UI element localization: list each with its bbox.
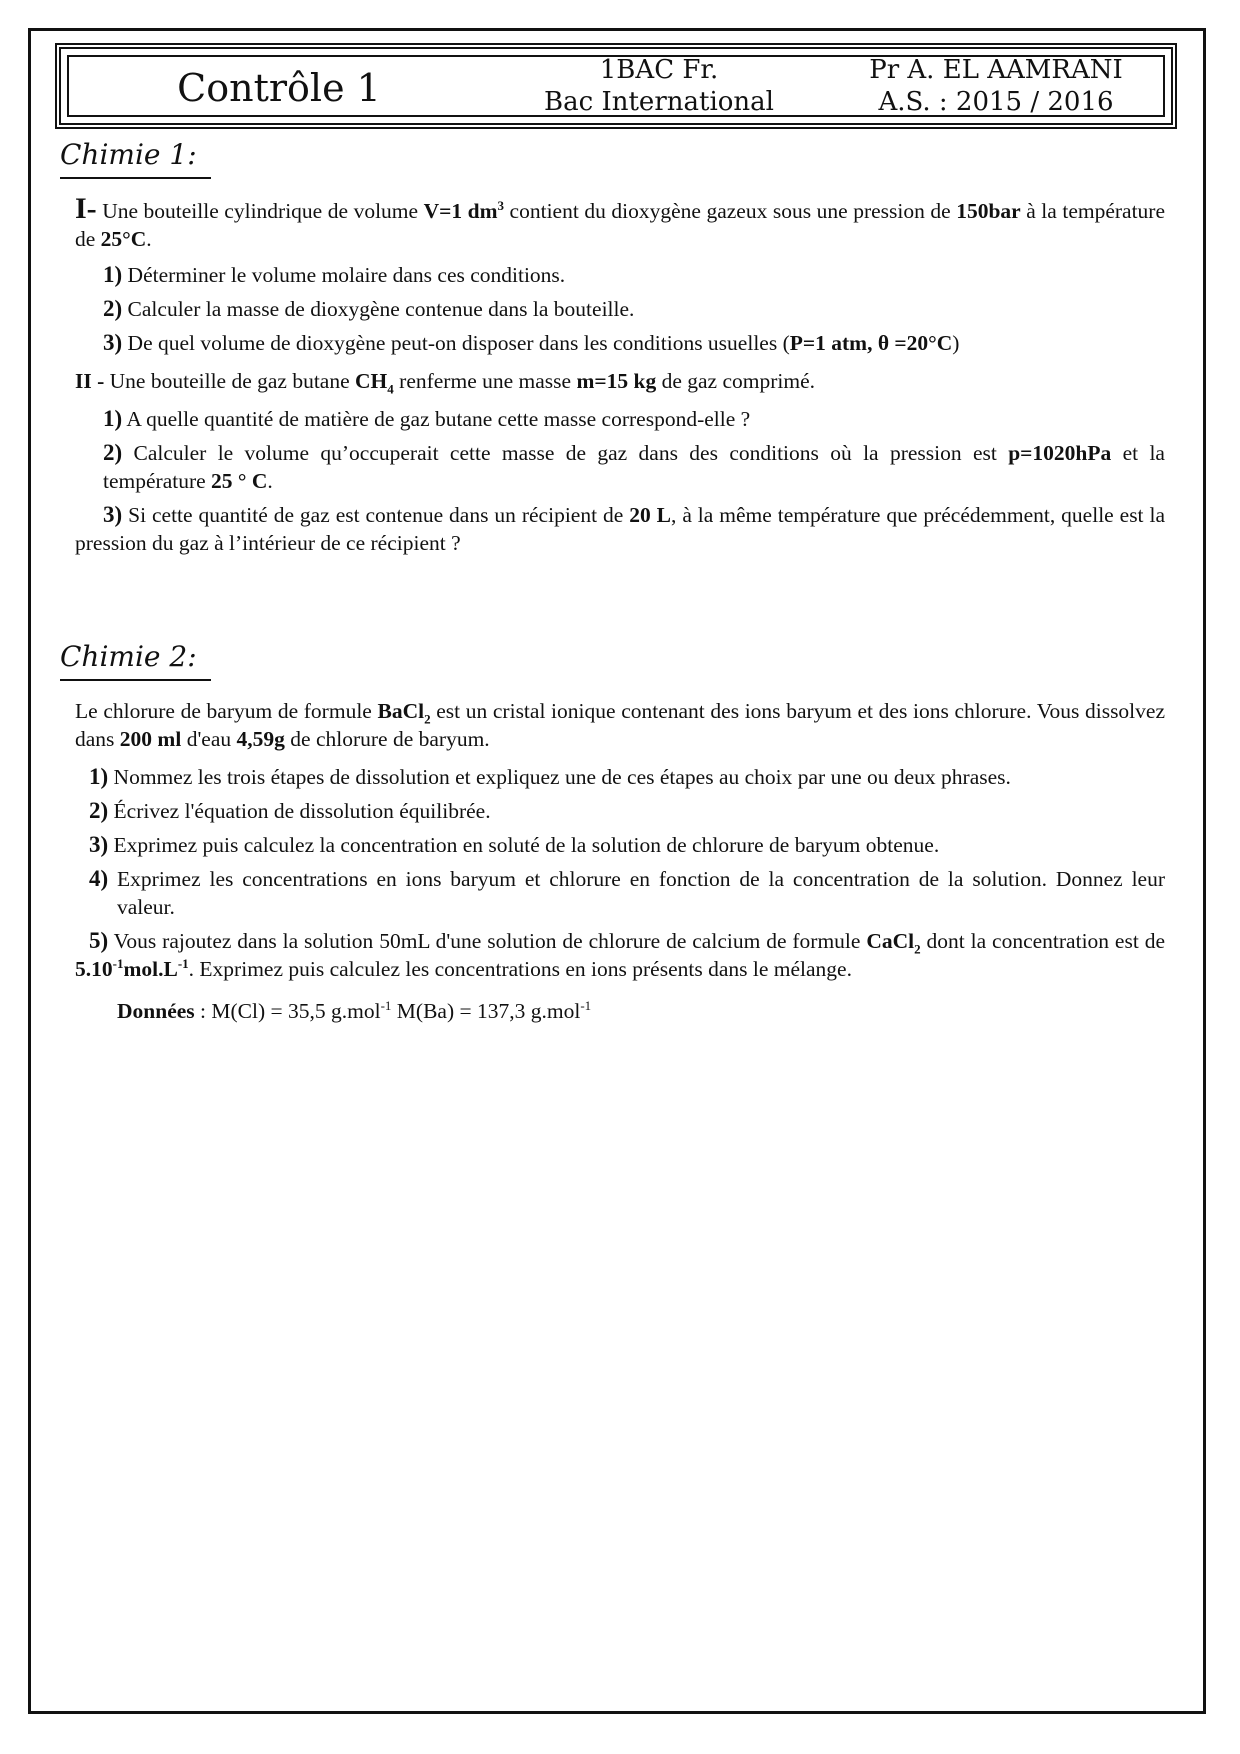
class-level: 1BAC Fr. — [599, 55, 719, 85]
chimie-2-statement: Le chlorure de baryum de formule BaCl$_2$ est un cristal ionique contenant des ions baryum et des ions chlorure. Vous dissolvez dans 200 ml d'eau 4,59g de chlorure de baryum. — [75, 699, 1165, 751]
section-title-chimie-1: Chimie 1: — [60, 138, 211, 179]
part-ii-statement: II - Une bouteille de gaz butane $CH_4$ renferme une masse m=15 kg de gaz comprimé. — [75, 369, 815, 397]
header-box — [55, 43, 1177, 129]
chimie-1-content — [75, 192, 1166, 557]
class-info — [489, 54, 829, 118]
chimie-2-question-5: 5) Vous rajoutez dans la solution 50mL d'une solution de chlorure de calcium de formule CaCl$_2$ dont la concentration est de $5.10^{-1}mol.L^{-1}$. Exprimez puis calculez les concentrations en ions présents dans le mélange. — [75, 928, 1165, 981]
part-ii-question-2: 2) Calculer le volume qu’occuperait cette masse de gaz dans des conditions où la pression est p=1020hPa et la température 25 ° C. — [103, 440, 1165, 493]
given-data-label: Données — [117, 999, 195, 1023]
part-ii-question-1: 1) A quelle quantité de matière de gaz butane cette masse correspond-elle ? — [103, 406, 751, 431]
chimie-2-question-4: 4) Exprimez les concentrations en ions baryum et chlorure en fonction de la concentration de la solution. Donnez leur valeur. — [89, 866, 1165, 919]
header-inner — [67, 55, 1165, 117]
part-ii-label: II - — [75, 369, 105, 393]
part-i-label: I- — [75, 192, 97, 225]
chimie-2-question-2: 2) Écrivez l'équation de dissolution équilibrée. — [89, 798, 491, 823]
part-i-statement: I- Une bouteille cylindrique de volume V=1 $dm^3$ contient du dioxygène gazeux sous une pression de 150bar à la température de 25°C. — [75, 192, 1166, 251]
given-data: Données : M(Cl) = 35,5 g.mol$^{-1}$ M(Ba) = 137,3 g.mol$^{-1}$ — [117, 997, 592, 1023]
chimie-2-content — [75, 697, 1165, 1025]
part-i-question-2: 2) Calculer la masse de dioxygène contenue dans la bouteille. — [103, 296, 635, 321]
part-i-question-3: 3) De quel volume de dioxygène peut-on disposer dans les conditions usuelles (P=1 atm, θ =20°C) — [103, 330, 960, 355]
part-i-question-1: 1) Déterminer le volume molaire dans ces conditions. — [103, 262, 566, 287]
chimie-2-question-1: 1) Nommez les trois étapes de dissolution et expliquez une de ces étapes au choix par une ou deux phrases. — [89, 764, 1011, 789]
chimie-2-question-3: 3) Exprimez puis calculez la concentration en soluté de la solution de chlorure de baryum obtenue. — [89, 832, 940, 857]
class-track: Bac International — [544, 87, 774, 117]
part-ii-question-3: 3) Si cette quantité de gaz est contenue dans un récipient de 20 L, à la même température que précédemment, quelle est la pression du gaz à l’intérieur de ce récipient ? — [75, 502, 1165, 555]
teacher-name: Pr A. EL AAMRANI — [869, 55, 1123, 85]
exam-title: Contrôle 1 — [177, 66, 381, 110]
section-title-chimie-2: Chimie 2: — [60, 640, 211, 681]
teacher-info — [829, 54, 1163, 118]
school-year: A.S. : 2015 / 2016 — [878, 87, 1114, 117]
